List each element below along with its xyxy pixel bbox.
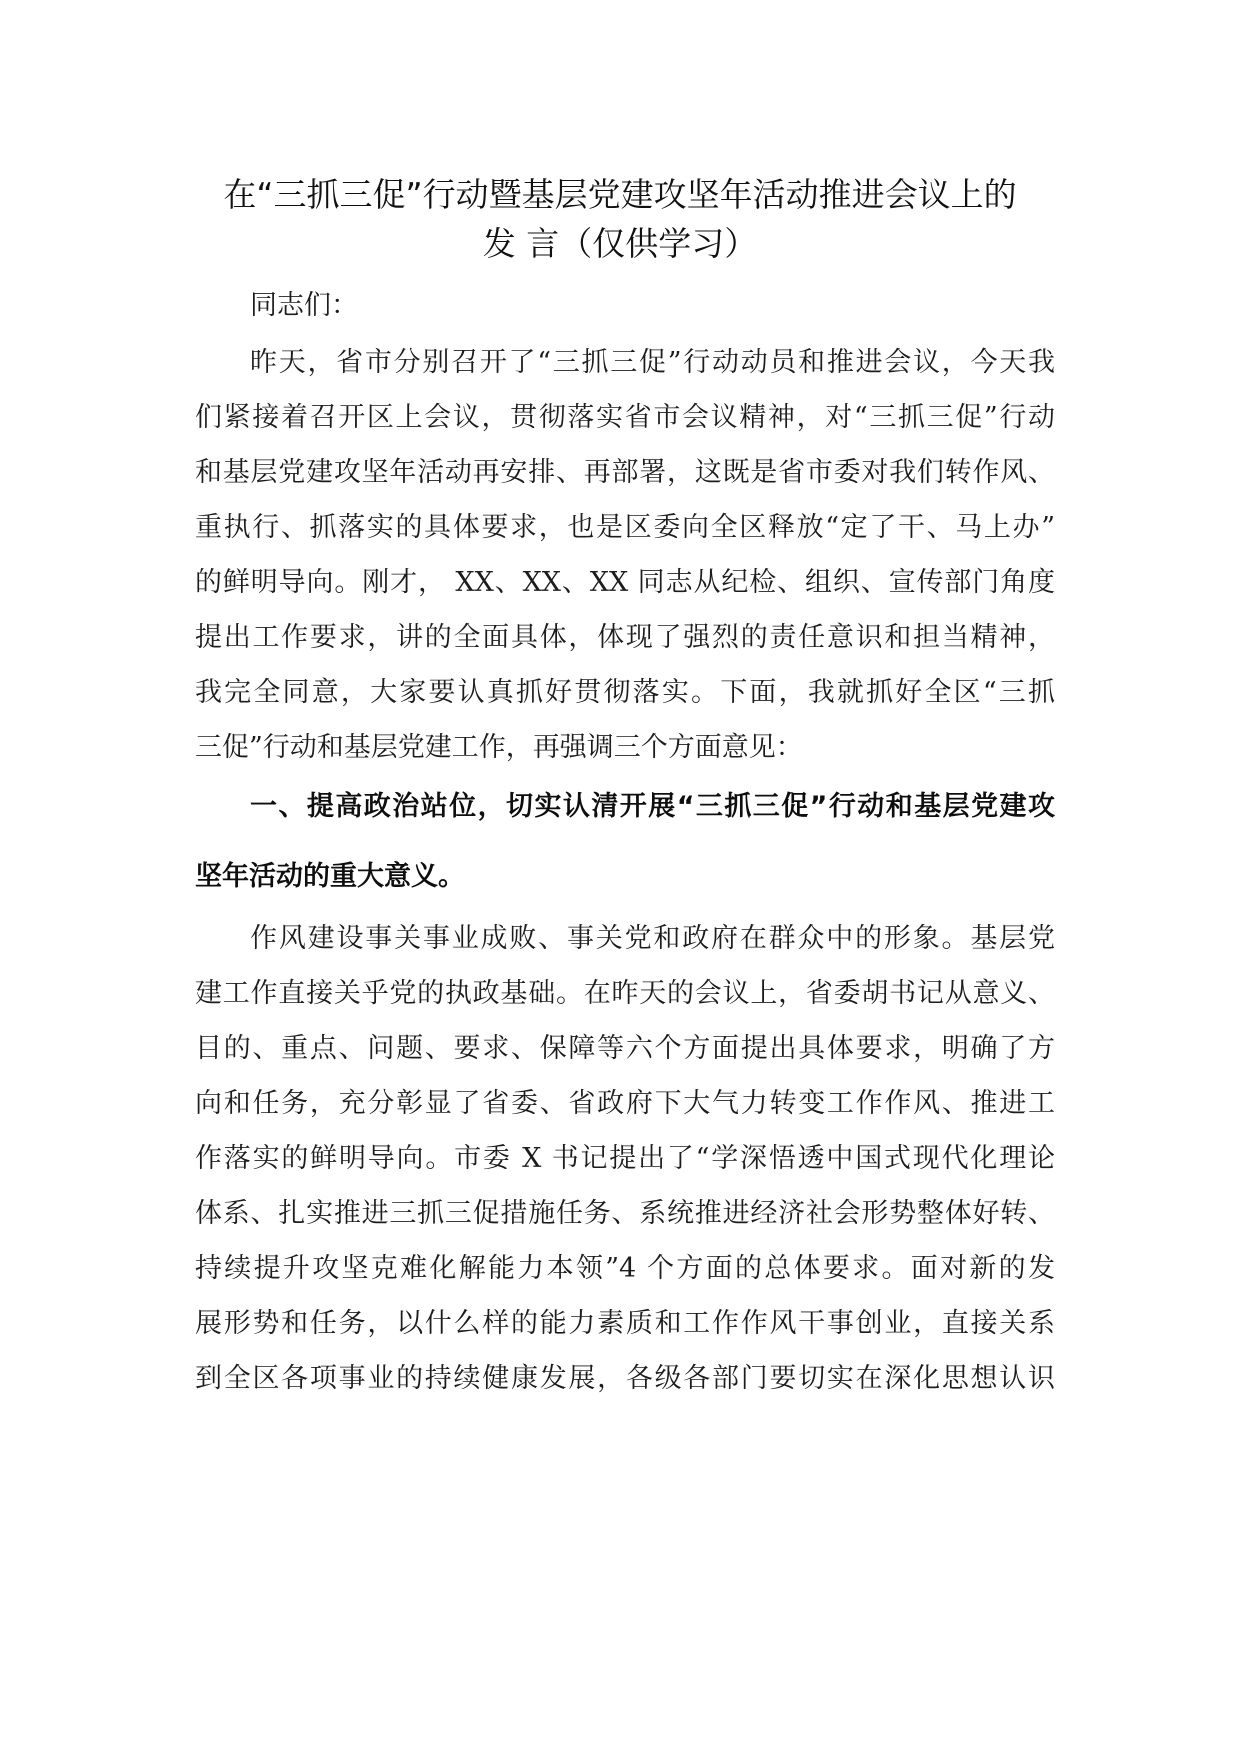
paragraph-2-line-3: 目的、重点、问题、要求、保障等六个方面提出具体要求，明确了方 <box>195 1033 1055 1064</box>
paragraph-1-line-8: 三促”行动和基层党建工作，再强调三个方面意见： <box>195 732 803 763</box>
paragraph-2-line-9: 到全区各项事业的持续健康发展，各级各部门要切实在深化思想认识 <box>195 1363 1055 1394</box>
paragraph-1-line-2: 们紧接着召开区上会议，贯彻落实省市会议精神，对“三抓三促”行动 <box>195 402 1055 433</box>
paragraph-1-line-6: 提出工作要求，讲的全面具体，体现了强烈的责任意识和担当精神， <box>195 622 1055 653</box>
section-heading-1-line-2: 坚年活动的重大意义。 <box>195 861 465 892</box>
document-title-line-2: 发 言（仅供学习） <box>482 224 758 263</box>
paragraph-2-line-8: 展形势和任务，以什么样的能力素质和工作作风干事创业，直接关系 <box>195 1308 1055 1339</box>
paragraph-2-line-1: 作风建设事关事业成败、事关党和政府在群众中的形象。基层党 <box>250 923 1055 954</box>
paragraph-2-line-5: 作落实的鲜明导向。市委 X 书记提出了“学深悟透中国式现代化理论 <box>195 1143 1055 1174</box>
paragraph-2-line-6: 体系、扎实推进三抓三促措施任务、系统推进经济社会形势整体好转、 <box>195 1198 1055 1229</box>
paragraph-2-line-7: 持续提升攻坚克难化解能力本领”4 个方面的总体要求。面对新的发 <box>195 1253 1055 1284</box>
section-heading-1-line-1: 一、提高政治站位，切实认清开展“三抓三促”行动和基层党建攻 <box>250 791 1055 822</box>
paragraph-1-line-1: 昨天，省市分别召开了“三抓三促”行动动员和推进会议，今天我 <box>250 347 1055 378</box>
paragraph-2-line-2: 建工作直接关乎党的执政基础。在昨天的会议上，省委胡书记从意义、 <box>195 978 1055 1009</box>
paragraph-1-line-5: 的鲜明导向。刚才， XX、XX、XX 同志从纪检、组织、宣传部门角度 <box>195 567 1055 598</box>
salutation: 同志们： <box>250 290 358 321</box>
paragraph-1-line-7: 我完全同意，大家要认真抓好贯彻落实。下面，我就抓好全区“三抓 <box>195 677 1055 708</box>
paragraph-1-line-4: 重执行、抓落实的具体要求，也是区委向全区释放“定了干、马上办” <box>195 512 1055 543</box>
document-title-line-1: 在“三抓三促”行动暨基层党建攻坚年活动推进会议上的 <box>223 175 1017 214</box>
paragraph-1-line-3: 和基层党建攻坚年活动再安排、再部署，这既是省市委对我们转作风、 <box>195 457 1055 488</box>
paragraph-2-line-4: 向和任务，充分彰显了省委、省政府下大气力转变工作作风、推进工 <box>195 1088 1055 1119</box>
